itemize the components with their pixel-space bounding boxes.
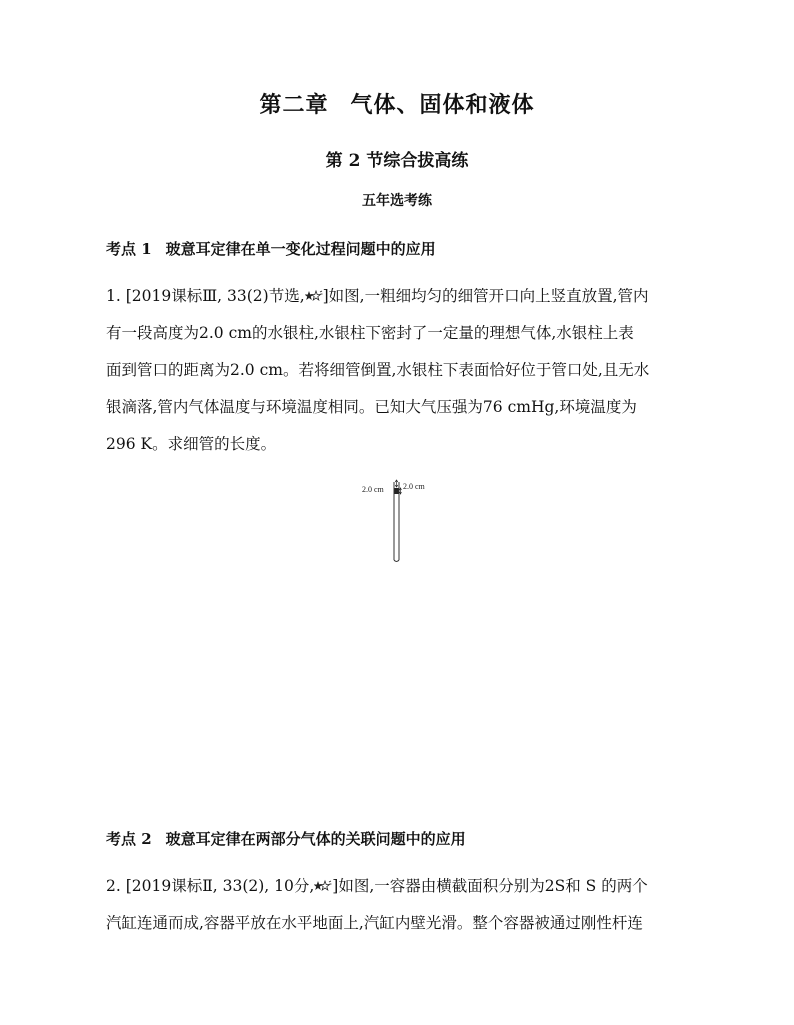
problem-1-line-4: 银滴落,管内气体温度与环境温度相同。已知大气压强为76 cmHg,环境温度为	[106, 398, 637, 416]
problem-2-line-1-text: ]如图,一容器由横截面积分别为2S和 S 的两个	[332, 877, 648, 895]
kaodian-2-title: 玻意耳定律在两部分气体的关联问题中的应用	[165, 830, 466, 848]
problem-1	[106, 278, 690, 463]
problem-2-line-1	[106, 868, 690, 905]
problem-1-prefix: 1. [2019课标Ⅲ, 33(2)节选,	[106, 287, 305, 305]
difficulty-stars-icon	[305, 289, 323, 303]
kaodian-1-heading	[106, 238, 436, 259]
kaodian-1-title: 玻意耳定律在单一变化过程问题中的应用	[165, 240, 436, 258]
mercury-column	[395, 488, 399, 494]
chapter-title	[0, 88, 794, 119]
problem-2-line-2: 汽缸连通而成,容器平放在水平地面上,汽缸内壁光滑。整个容器被通过刚性杆连	[106, 914, 643, 932]
figure-label-right: 2.0 cm	[403, 482, 425, 491]
tube-diagram	[360, 478, 440, 564]
problem-1-figure	[360, 478, 440, 568]
problem-1-line-1	[106, 278, 690, 315]
figure-label-left: 2.0 cm	[362, 485, 384, 494]
sub-title: 五年选考练	[362, 193, 432, 209]
chapter-name: 气体、固体和液体	[350, 92, 535, 118]
chapter-number: 第二章	[259, 92, 329, 118]
problem-1-line-2: 有一段高度为2.0 cm的水银柱,水银柱下密封了一定量的理想气体,水银柱上表	[106, 324, 634, 342]
problem-1-line-1-text: ]如图,一粗细均匀的细管开口向上竖直放置,管内	[322, 287, 649, 305]
section-title: 第 2 节综合拔高练	[325, 151, 469, 171]
problem-2-prefix: 2. [2019课标Ⅱ, 33(2), 10分,	[106, 877, 315, 895]
kaodian-2-heading	[106, 828, 466, 849]
problem-1-line-3: 面到管口的距离为2.0 cm。若将细管倒置,水银柱下表面恰好位于管口处,且无水	[106, 361, 650, 379]
difficulty-stars-icon	[314, 879, 332, 893]
problem-1-line-5: 296 K。求细管的长度。	[106, 435, 277, 453]
kaodian-2-label: 考点 2	[106, 830, 152, 848]
problem-2	[106, 868, 690, 942]
kaodian-1-label: 考点 1	[106, 240, 152, 258]
